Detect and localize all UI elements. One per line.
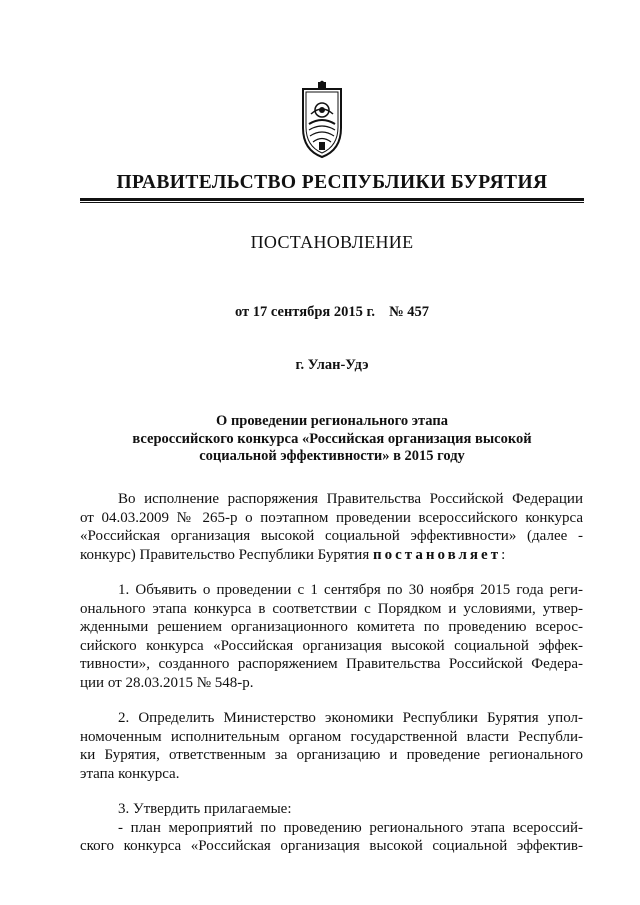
paragraph-line: от 04.03.2009 № 265-р о поэтапном проведении всероссийского конкурса [80,509,583,526]
document-place: г. Улан-Удэ [295,357,369,373]
paragraph-line: ции от 28.03.2015 № 548-р. [80,674,254,691]
document-date-line [80,304,584,321]
document-type-heading: ПОСТАНОВЛЕНИЕ [250,232,414,252]
paragraph-2 [80,709,583,783]
document-subject [80,413,584,466]
paragraph-line: номоченным исполнительным органом государственной власти Республи- [80,728,583,745]
decree-word: постановляет [372,546,502,563]
paragraph-line: ки Бурятия, ответственным за организацию и проведение регионального [80,747,583,763]
paragraph-3 [80,800,583,856]
paragraph-line: жденными решением организационного комитета по проведению всерос- [80,619,583,635]
paragraph-line: онального этапа конкурса в соответствии с Порядком и условиями, утвер- [80,600,583,617]
subject-line: социальной эффективности» в 2015 году [199,448,465,464]
paragraph-line: ского конкурса «Российская организация высокой социальной эффектив- [80,838,583,854]
document-number: № 457 [389,304,430,320]
paragraph-line: сийского конкурса «Российская организация высокой социальной эффек- [80,637,583,654]
paragraph-line [80,546,583,565]
header-divider-thick [80,198,584,201]
paragraph-line: - план мероприятий по проведению регионального этапа всероссий- [118,819,583,836]
paragraph-line: тивности», созданного распоряжением Правительства Российской Федера- [80,656,583,672]
coat-of-arms-emblem [294,80,350,160]
header-divider-thin [80,202,584,203]
paragraph-line: Во исполнение распоряжения Правительства Российской Федерации [118,491,583,507]
paragraph-line: 2. Определить Министерство экономики Республики Бурятия упол- [118,710,583,726]
subject-line: О проведении регионального этапа [216,413,448,429]
decree-colon: : [501,546,506,563]
paragraph-1 [80,581,583,692]
paragraph-line: 3. Утвердить прилагаемые: [118,801,292,817]
paragraph-line: этапа конкурса. [80,765,180,782]
preamble-paragraph [80,490,583,564]
paragraph-line: 1. Объявить о проведении с 1 сентября по 30 ноября 2015 года реги- [118,582,583,598]
paragraph-line: «Российская организация высокой социальной эффективности» (далее - [80,528,583,544]
subject-line: всероссийского конкурса «Российская организация высокой [132,430,532,447]
government-title: ПРАВИТЕЛЬСТВО РЕСПУБЛИКИ БУРЯТИЯ [116,172,548,193]
document-body [80,490,583,873]
document-date: от 17 сентября 2015 г. [234,304,376,320]
preamble-last-text: конкурс) Правительство Республики Бурятия [80,546,370,563]
